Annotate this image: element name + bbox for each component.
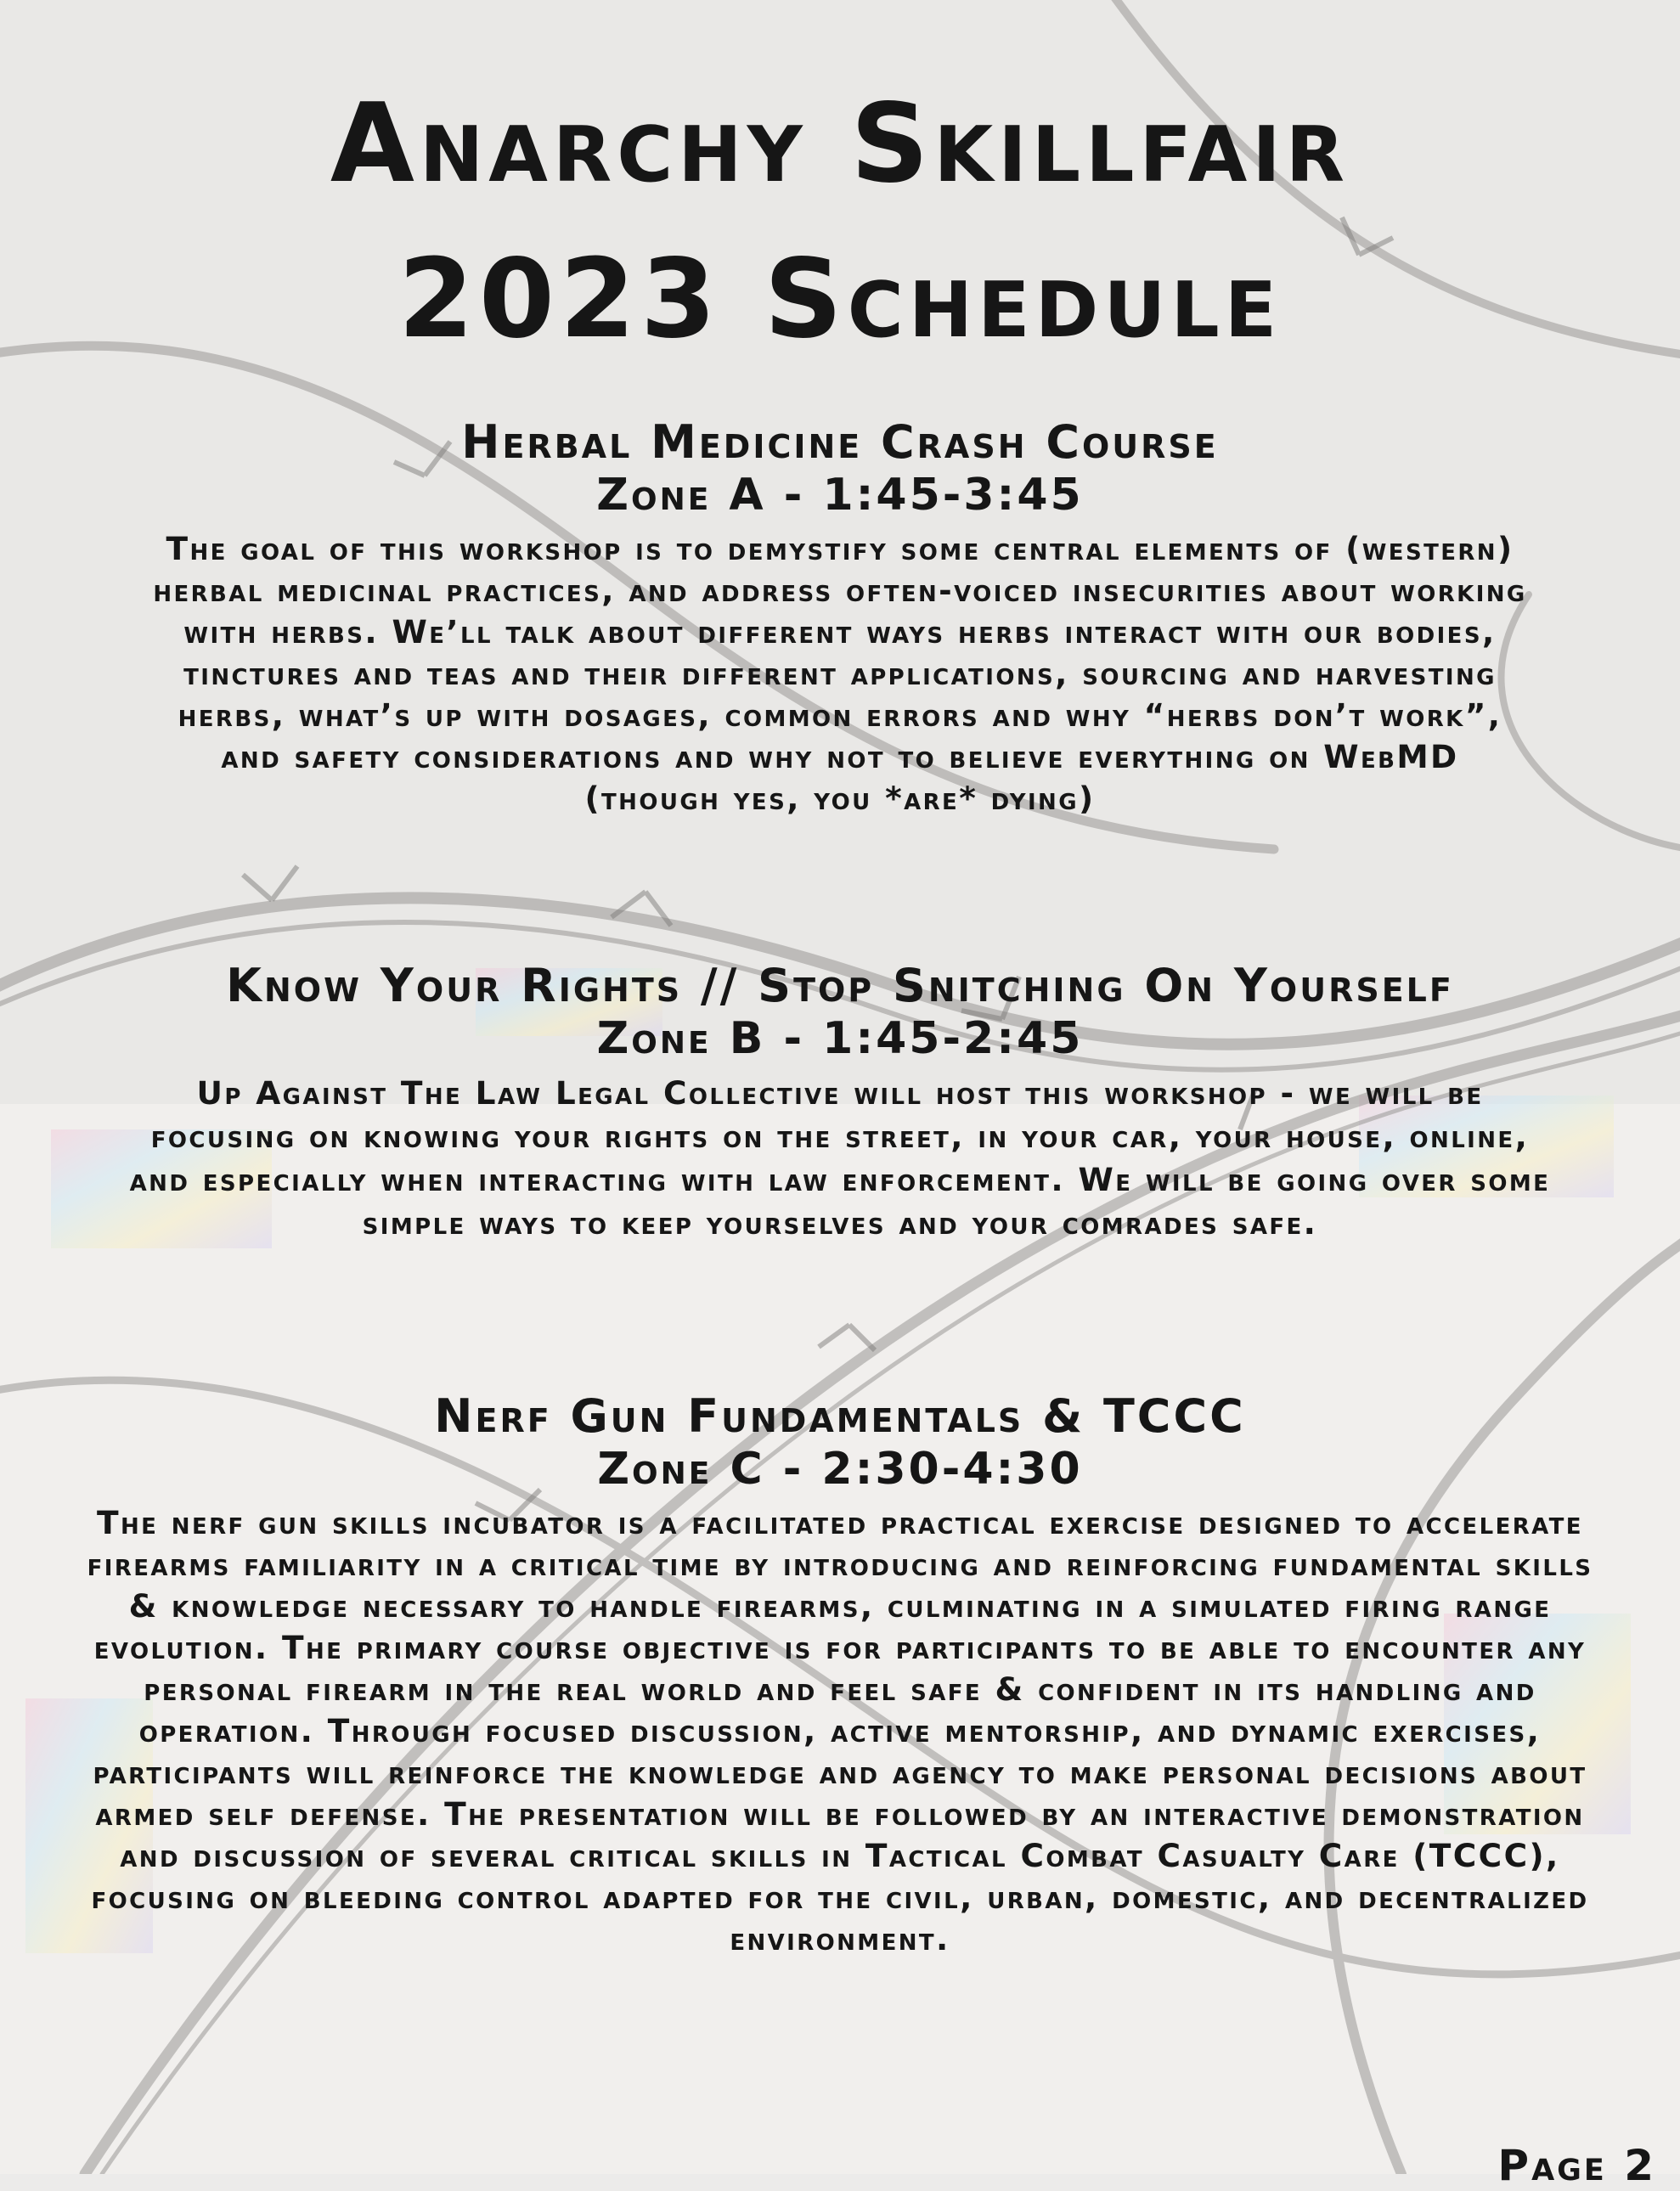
- workshop-section-know-your-rights: [0, 960, 1680, 1245]
- workshop-zone-time: Zone A - 1:45-3:45: [596, 470, 1084, 521]
- workshop-zone-time: Zone C - 2:30-4:30: [597, 1444, 1083, 1495]
- workshop-description: Up Against The Law Legal Collective will host this workshop - we will be focusing on knowing your rights on the street, in your car, your house, online, and especially when interacting with law enforcement. We will be going over some simple ways to keep yourselves and your comrades safe.: [129, 1074, 1551, 1242]
- page-number: Page 2: [1497, 2141, 1656, 2190]
- page-title-line-1: Anarchy Skillfair: [330, 81, 1350, 207]
- workshop-title: Herbal Medicine Crash Course: [461, 415, 1219, 469]
- workshop-title: Know Your Rights // Stop Snitching On Yourself: [226, 959, 1454, 1012]
- workshop-title: Nerf Gun Fundamentals & TCCC: [434, 1389, 1246, 1443]
- workshop-section-nerf-gun-tccc: [0, 1390, 1680, 1960]
- workshop-zone-time: Zone B - 1:45-2:45: [596, 1013, 1084, 1064]
- workshop-description: The nerf gun skills incubator is a facilitated practical exercise designed to accelerate firearms familiarity in a critical time by introducing and reinforcing fundamental skills & knowledge necessary to handle firearms, culminating in a simulated firing range evolution. The primary course objective is for participants to be able to encounter any personal firearm in the real world and feel safe & confident in its handling and operation. Through focused discussion, active mentorship, and dynamic exercises, participants will reinforce the knowledge and agency to make personal decisions about armed self defense. The presentation will be followed by an interactive demonstration and discussion of several critical skills in Tactical Combat Casualty Care (TCCC), focusing on bleeding control adapted for the civil, urban, domestic, and decentralized environment.: [87, 1504, 1593, 1957]
- workshop-section-herbal-medicine: [0, 416, 1680, 820]
- page-title-line-2: 2023 Schedule: [397, 236, 1283, 363]
- workshop-description: The goal of this workshop is to demystify some central elements of (western) herbal medicinal practices, and address often-voiced insecurities about working with herbs. We’ll talk about different ways herbs interact with our bodies, tinctures and teas and their different applications, sourcing and harvesting herbs, what’s up with dosages, common errors and why “herbs don’t work”, and safety considerations and why not to believe everything on WebMD (though yes, you *are* dying): [153, 530, 1527, 817]
